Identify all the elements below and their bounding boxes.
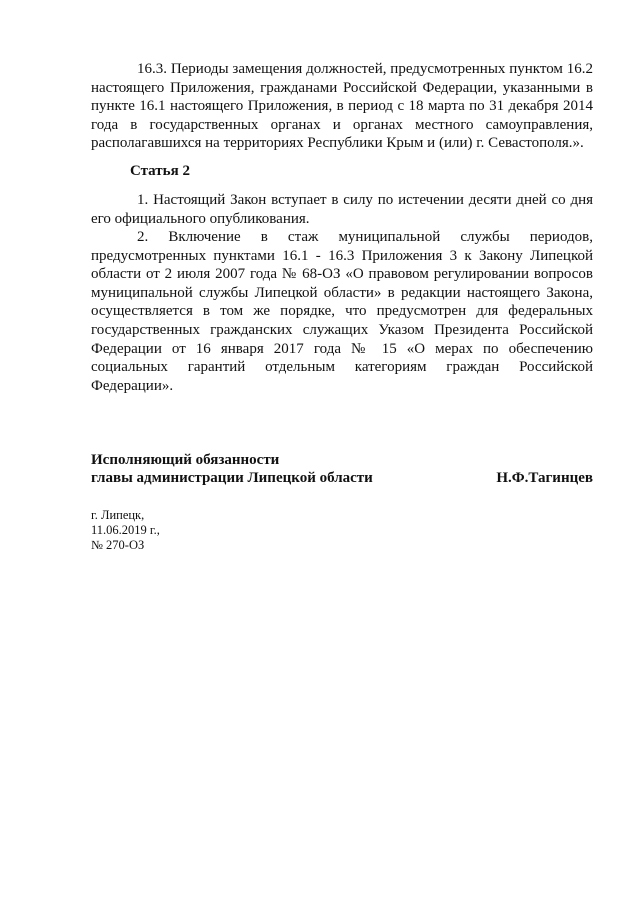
document-date: 11.06.2019 г., xyxy=(91,523,160,537)
signatory-title-line-1: Исполняющий обязанности xyxy=(91,452,280,468)
document-place: г. Липецк, xyxy=(91,508,145,522)
signatory-title-line-2: главы администрации Липецкой области xyxy=(91,470,373,486)
signatory-row xyxy=(91,469,593,488)
paragraph-2: 2. Включение в стаж муниципальной службы периодов, предусмотренных пунктами 16.1 - 16.3 Приложения 3 к Закону Липецкой области от 2 июля 2007 года № 68-ОЗ «О правовом регулировании вопросов муниципальной службы Липецкой области» в редакции настоящего Закона, осуществляется в том же порядке, что предусмотрен для федеральных государственных гражданских служащих Указом Президента Российской Федерации от 16 января 2017 года № 15 «О мерах по обеспечению социальных гарантий отдельным категориям граждан Российской Федерации». xyxy=(91,229,593,394)
paragraph-1: 1. Настоящий Закон вступает в силу по истечении десяти дней со дня его официального опубликования. xyxy=(91,192,593,227)
document-number: № 270-ОЗ xyxy=(91,538,145,552)
article-heading: Статья 2 xyxy=(130,163,190,179)
signatory-name: Н.Ф.Тагинцев xyxy=(496,470,593,486)
paragraph-16-3: 16.3. Периоды замещения должностей, предусмотренных пунктом 16.2 настоящего Приложения, гражданами Российской Федерации, указанными в пункте 16.1 настоящего Приложения, в период с 18 марта по 31 декабря 2014 года в государственных органах и органах местного самоуправления, располагавшихся на территориях Республики Крым и (или) г. Севастополя.». xyxy=(91,61,593,152)
